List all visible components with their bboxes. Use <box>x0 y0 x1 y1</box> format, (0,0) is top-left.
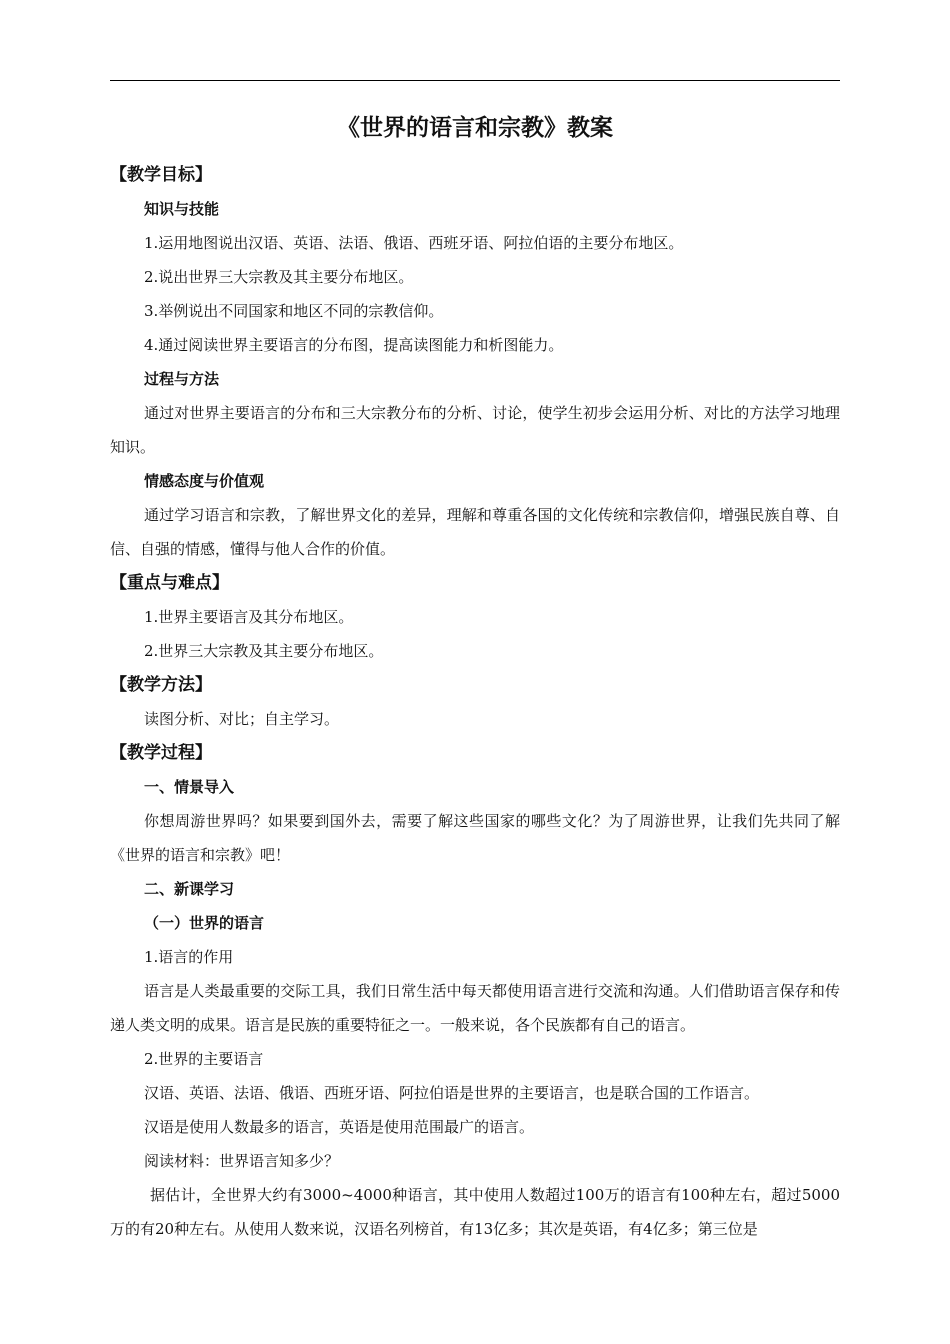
intro-paragraph: 你想周游世界吗？如果要到国外去，需要了解这些国家的哪些文化？为了周游世界，让我们先共同了解《世界的语言和宗教》吧！ <box>110 812 840 864</box>
language-role-paragraph: 语言是人类最重要的交际工具，我们日常生活中每天都使用语言进行交流和沟通。人们借助语言保存和传递人类文明的成果。语言是民族的重要特征之一。一般来说，各个民族都有自己的语言。 <box>110 982 840 1034</box>
section-heading-process: 【教学过程】 <box>110 743 212 763</box>
list-label: 1.语言的作用 <box>144 948 234 966</box>
attitude-paragraph: 通过学习语言和宗教，了解世界文化的差异，理解和尊重各国的文化传统和宗教信仰，增强民族自尊、自信、自强的情感，懂得与他人合作的价值。 <box>110 506 840 558</box>
section-heading-objectives: 【教学目标】 <box>110 165 212 185</box>
document-body <box>110 100 840 1246</box>
methods-text: 读图分析、对比；自主学习。 <box>144 710 340 728</box>
subheading-attitude: 情感态度与价值观 <box>144 472 265 490</box>
header-rule <box>110 80 840 81</box>
objective-item: 1.运用地图说出汉语、英语、法语、俄语、西班牙语、阿拉伯语的主要分布地区。 <box>144 234 684 252</box>
section-heading-keypoints: 【重点与难点】 <box>110 573 229 593</box>
keypoint-item: 2.世界三大宗教及其主要分布地区。 <box>144 642 384 660</box>
subheading-languages: （一）世界的语言 <box>144 914 265 932</box>
objective-item: 3.举例说出不同国家和地区不同的宗教信仰。 <box>144 302 444 320</box>
reading-material-paragraph: 据估计，全世界大约有3000~4000种语言，其中使用人数超过100万的语言有100种左右，超过5000万的有20种左右。从使用人数来说，汉语名列榜首，有13亿多；其次是英语，有4亿多；第三位是 <box>110 1186 840 1238</box>
process-paragraph: 通过对世界主要语言的分布和三大宗教分布的分析、讨论，使学生初步会运用分析、对比的方法学习地理知识。 <box>110 404 840 456</box>
keypoint-item: 1.世界主要语言及其分布地区。 <box>144 608 354 626</box>
subheading-process: 过程与方法 <box>144 370 220 388</box>
page-title: 《世界的语言和宗教》教案 <box>337 115 613 141</box>
list-label: 2.世界的主要语言 <box>144 1050 264 1068</box>
language-usage-text: 汉语是使用人数最多的语言，英语是使用范围最广的语言。 <box>144 1118 535 1136</box>
reading-material-label: 阅读材料：世界语言知多少？ <box>144 1152 340 1170</box>
objective-item: 4.通过阅读世界主要语言的分布图，提高读图能力和析图能力。 <box>144 336 564 354</box>
main-languages-text: 汉语、英语、法语、俄语、西班牙语、阿拉伯语是世界的主要语言，也是联合国的工作语言。 <box>144 1084 760 1102</box>
objective-item: 2.说出世界三大宗教及其主要分布地区。 <box>144 268 414 286</box>
section-heading-methods: 【教学方法】 <box>110 675 212 695</box>
subheading-intro: 一、情景导入 <box>144 778 235 796</box>
subheading-knowledge: 知识与技能 <box>144 200 220 218</box>
subheading-new-lesson: 二、新课学习 <box>144 880 235 898</box>
